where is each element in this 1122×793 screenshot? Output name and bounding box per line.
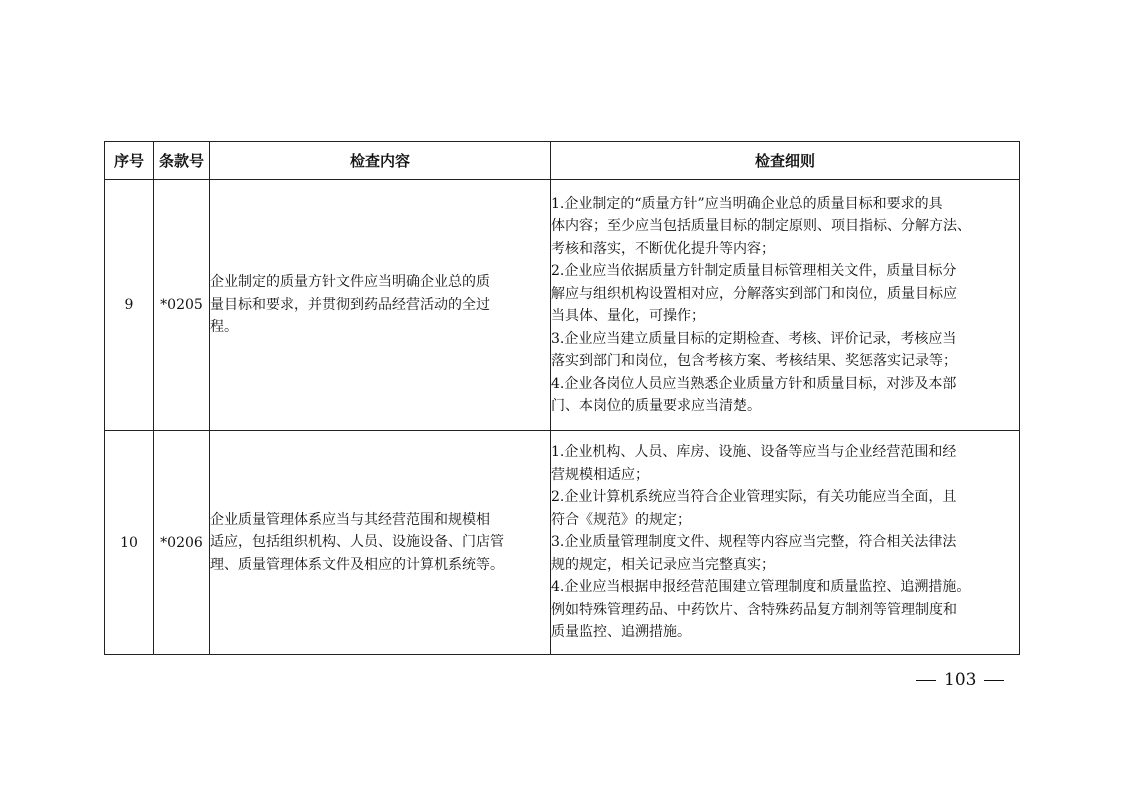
header-clause: 条款号: [154, 142, 210, 180]
header-detail: 检查细则: [551, 142, 1020, 180]
table-header-row: [105, 142, 1020, 180]
row-detail: [551, 180, 1020, 431]
detail-line: 当具体、量化，可操作；: [551, 308, 705, 324]
inspection-table: [104, 141, 1020, 655]
content-line: 理、质量管理体系文件及相应的计算机系统等。: [210, 556, 504, 573]
detail-line: 2.企业应当依据质量方针制定质量目标管理相关文件，质量目标分: [551, 263, 957, 279]
header-number: 序号: [105, 142, 154, 180]
detail-line: 例如特殊管理药品、中药饮片、含特殊药品复方制剂等管理制度和: [551, 601, 957, 618]
header-content: 检查内容: [210, 142, 551, 180]
table-row: [105, 431, 1020, 655]
row-clause: *0205: [154, 180, 210, 431]
detail-line: 解应与组织机构设置相对应，分解落实到部门和岗位，质量目标应: [551, 285, 957, 302]
detail-line: 考核和落实，不断优化提升等内容；: [551, 240, 775, 257]
row-number: 9: [105, 180, 154, 431]
detail-line: 4.企业各岗位人员应当熟悉企业质量方针和质量目标，对涉及本部: [551, 375, 957, 392]
detail-line: 4.企业应当根据申报经营范围建立管理制度和质量监控、追溯措施。: [551, 579, 971, 596]
detail-line: 规的规定，相关记录应当完整真实；: [551, 556, 775, 573]
table-row: [105, 180, 1020, 431]
content-line: 适应，包括组织机构、人员、设施设备、门店管: [210, 534, 504, 551]
content-line: 企业质量管理体系应当与其经营范围和规模相: [210, 511, 490, 528]
content-line: 企业制定的质量方针文件应当明确企业总的质: [210, 274, 490, 291]
detail-line: 营规模相适应；: [551, 466, 649, 483]
page-dash-left: [916, 680, 936, 681]
detail-line: 门、本岗位的质量要求应当清楚。: [551, 398, 761, 414]
detail-line: 1.企业机构、人员、库房、设施、设备等应当与企业经营范围和经: [551, 444, 957, 461]
row-clause: *0206: [154, 431, 210, 655]
detail-line: 3.企业质量管理制度文件、规程等内容应当完整，符合相关法律法: [551, 534, 957, 551]
detail-line: 1.企业制定的“质量方针”应当明确企业总的质量目标和要求的具: [551, 195, 943, 212]
row-detail: [551, 431, 1020, 655]
detail-line: 落实到部门和岗位，包含考核方案、考核结果、奖惩落实记录等；: [551, 353, 957, 369]
detail-line: 质量监控、追溯措施。: [551, 624, 691, 641]
page-number-footer: [916, 669, 1006, 691]
page-dash-right: [984, 680, 1004, 681]
row-content: [210, 431, 551, 655]
detail-line: 3.企业应当建立质量目标的定期检查、考核、评价记录，考核应当: [551, 330, 957, 347]
content-line: 程。: [210, 319, 238, 336]
row-number: 10: [105, 431, 154, 655]
content-line: 量目标和要求，并贯彻到药品经营活动的全过: [210, 296, 490, 313]
row-content: [210, 180, 551, 431]
detail-line: 符合《规范》的规定；: [551, 511, 691, 528]
page-number: 103: [944, 670, 977, 690]
detail-line: 2.企业计算机系统应当符合企业管理实际，有关功能应当全面，且: [551, 489, 957, 506]
detail-line: 体内容；至少应当包括质量目标的制定原则、项目指标、分解方法、: [551, 218, 971, 234]
